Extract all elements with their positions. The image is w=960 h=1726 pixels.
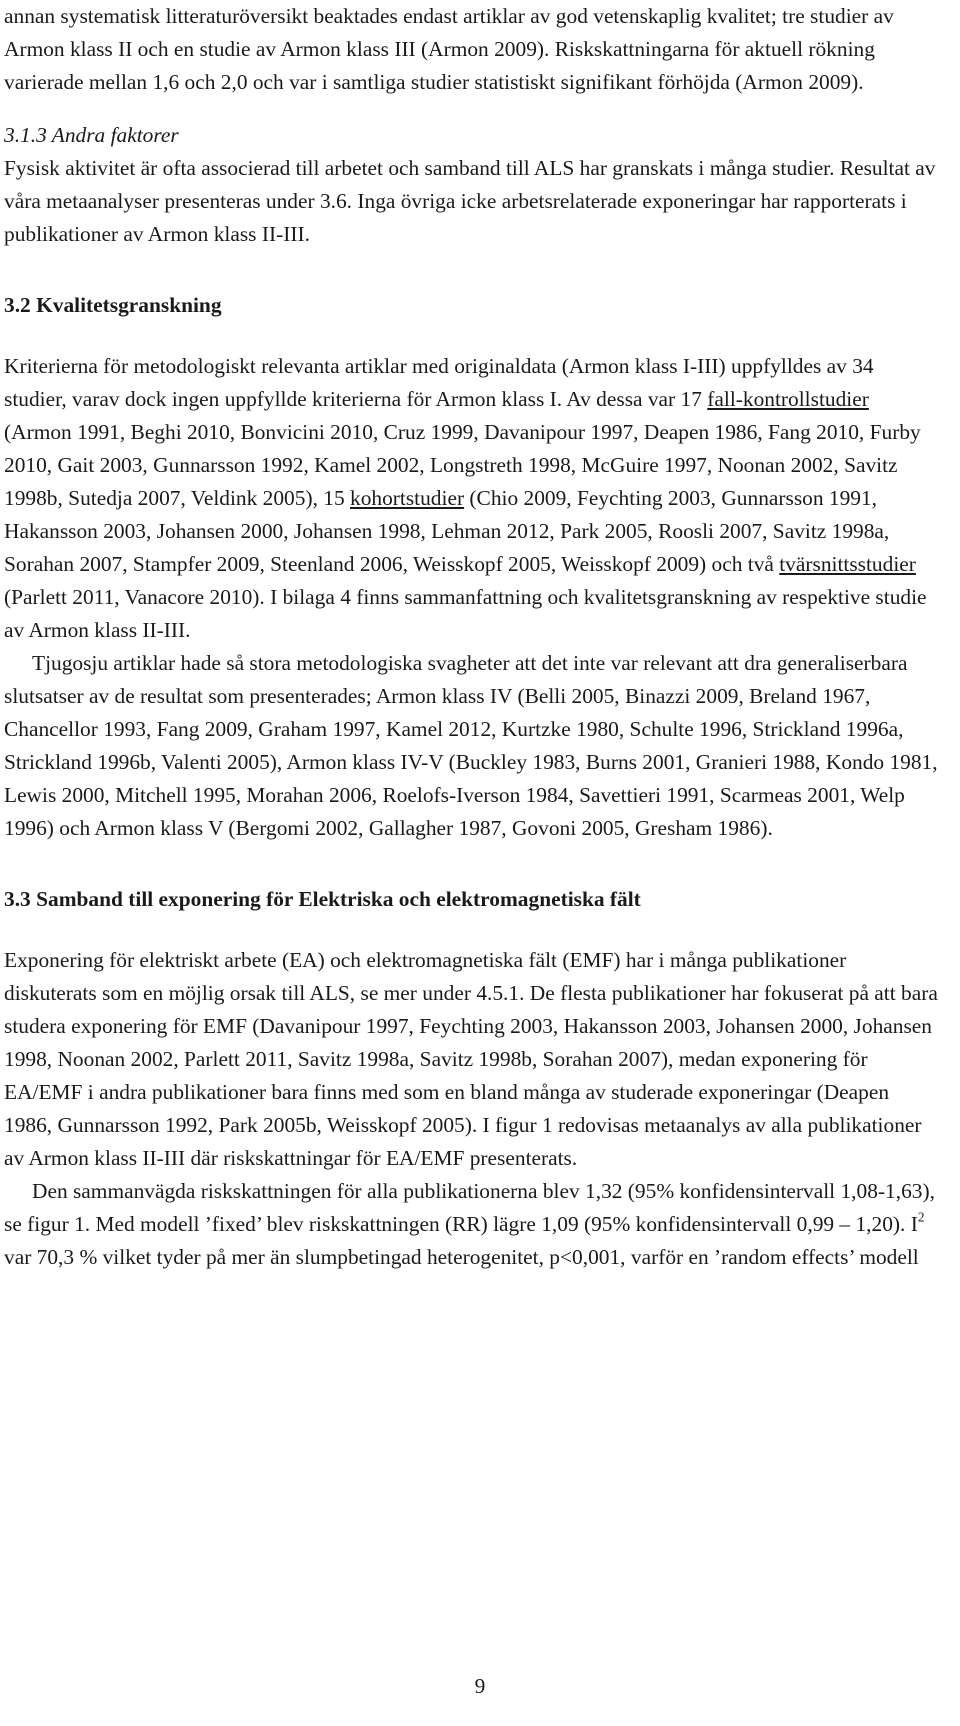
intro-paragraph: annan systematisk litteraturöversikt beaktades endast artiklar av god vetenskaplig kvalitet; tre studier av Armon klass II och en studie av Armon klass III (Armon 2009). Riskskattningarna för aktuell rökning varierade mellan 1,6 och 2,0 och var i samtliga studier statistiskt signifikant förhöjda (Armon 2009). xyxy=(4,4,894,94)
text-run: var 70,3 % vilket tyder på mer än slumpbetingad heterogenitet, p<0,001, varför en ’random effects’ modell xyxy=(4,1245,919,1269)
section-title: Andra faktorer xyxy=(51,123,179,147)
section-3-3-paragraph-1: Exponering för elektriskt arbete (EA) och elektromagnetiska fält (EMF) har i många publikationer diskuterats som en möjlig orsak till ALS, se mer under 4.5.1. De flesta publikationer har fokuserat på att bara studera exponering för EMF (Davanipour 1997, Feychting 2003, Hakansson 2003, Johansen 2000, Johansen 1998, Noonan 2002, Parlett 2011, Savitz 1998a, Savitz 1998b, Sorahan 2007), medan exponering för EA/EMF i andra publikationer bara finns med som en bland många av studerade exponeringar (Deapen 1986, Gunnarsson 1992, Park 2005b, Weisskopf 2005). I figur 1 redovisas metaanalys av alla publikationer av Armon klass II-III där riskskattningar för EA/EMF presenterats. xyxy=(4,948,938,1170)
section-3-2-paragraph-2: Tjugosju artiklar hade så stora metodologiska svagheter att det inte var relevant att dra generaliserbara slutsatser av de resultat som presenterades; Armon klass IV (Belli 2005, Binazzi 2009, Breland 1967, Chancellor 1993, Fang 2009, Graham 1997, Kamel 2012, Kurtzke 1980, Schulte 1996, Strickland 1996a, Strickland 1996b, Valenti 2005), Armon klass IV-V (Buckley 1983, Burns 2001, Granieri 1988, Kondo 1981, Lewis 2000, Mitchell 1995, Morahan 2006, Roelofs-Iverson 1984, Savettieri 1991, Scarmeas 2001, Welp 1996) och Armon klass V (Bergomi 2002, Gallagher 1987, Govoni 2005, Gresham 1986). xyxy=(4,651,938,840)
section-3-3-heading xyxy=(4,883,938,916)
text-run: (Chio 2009, Feychting 2003, Gunnarsson 1991, Hakansson 2003, Johansen 2000, Johansen 1998, Lehman 2012, Park 2005, Roosli 2007, Savitz 1998a, Sorahan 2007, Stampfer 2009, Steenland 2006, Weisskopf 2005, Weisskopf 2009) och två xyxy=(4,486,890,576)
spacer xyxy=(4,916,938,944)
text-run: (Parlett 2011, Vanacore 2010). I bilaga 4 finns sammanfattning och kvalitetsgranskning av respektive studie av Armon klass II-III. xyxy=(4,585,927,642)
section-3-1-3-heading xyxy=(4,119,938,152)
section-title: Kvalitetsgranskning xyxy=(36,293,222,317)
text-run: Kriterierna för metodologiskt relevanta artiklar med originaldata (Armon klass I-III) uppfylldes av 34 studier, varav dock ingen uppfyllde kriterierna för Armon klass I. Av dessa var 17 xyxy=(4,354,874,411)
term-kohortstudier: kohortstudier xyxy=(350,486,465,510)
term-tvarsnittsstudier: tvärsnittsstudier xyxy=(779,552,916,576)
page-number: 9 xyxy=(474,1674,486,1698)
spacer xyxy=(4,845,938,883)
section-3-1-3-paragraph: Fysisk aktivitet är ofta associerad till arbetet och samband till ALS har granskats i många studier. Resultat av våra metaanalyser presenteras under 3.6. Inga övriga icke arbetsrelaterade exponeringar har rapporterats i publikationer av Armon klass II-III. xyxy=(4,156,936,246)
spacer xyxy=(4,251,938,289)
section-number: 3.2 xyxy=(4,293,31,317)
section-3-2-heading xyxy=(4,289,938,322)
section-3-3-paragraph-2 xyxy=(4,1175,938,1274)
section-number: 3.1.3 xyxy=(4,123,47,147)
section-3-2-paragraph-1 xyxy=(4,350,938,647)
spacer xyxy=(4,99,938,119)
text-run: (Armon 1991, Beghi 2010, Bonvicini 2010, Cruz 1999, Davanipour 1997, Deapen 1986, Fang 2010, Furby 2010, Gait 2003, Gunnarsson 1992, Kamel 2002, Longstreth 1998, McGuire 1997, Noonan 2002, Savitz 1998b, Sutedja 2007, Veldink 2005), 15 xyxy=(4,420,921,510)
section-number: 3.3 xyxy=(4,887,31,911)
superscript: 2 xyxy=(917,1209,925,1225)
term-fall-kontrollstudier: fall-kontrollstudier xyxy=(707,387,869,411)
section-title: Samband till exponering för Elektriska och elektromagnetiska fält xyxy=(36,887,641,911)
text-run: Den sammanvägda riskskattningen för alla publikationerna blev 1,32 (95% konfidensintervall 1,08-1,63), se figur 1. Med modell ’fixed’ blev riskskattningen (RR) lägre 1,09 (95% konfidensintervall 0,99 – 1,20). I xyxy=(4,1179,935,1236)
spacer xyxy=(4,322,938,350)
